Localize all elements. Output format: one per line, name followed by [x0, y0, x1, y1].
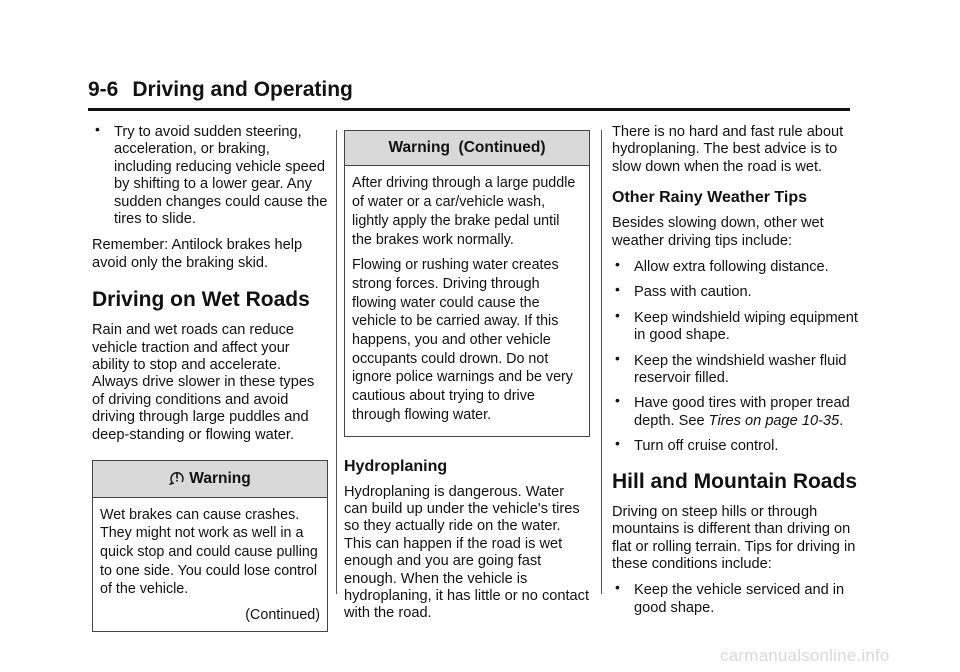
- bullet-icon: •: [95, 121, 100, 137]
- bullet-icon: •: [615, 392, 620, 409]
- bullet-icon: •: [615, 349, 620, 366]
- list-item: • Turn off cruise control.: [615, 435, 779, 455]
- section-title: Driving and Operating: [132, 78, 353, 101]
- section-heading: Hydroplaning: [344, 457, 448, 475]
- warning-title: Warning: [189, 470, 251, 488]
- page-header: [88, 78, 850, 111]
- section-number: 9-6: [88, 78, 119, 101]
- section-heading: Hill and Mountain Roads: [612, 469, 857, 493]
- header-text: [88, 78, 353, 102]
- bullet-icon: •: [615, 256, 620, 273]
- column-divider: [336, 130, 337, 594]
- bullet-list: [92, 121, 328, 228]
- paragraph: Driving on steep hills or through mountains is different than driving on flat or rolling terrain. Tips for driving in these conditions include:: [612, 503, 856, 572]
- list-item: • Keep windshield wiping equipment in good shape.: [615, 306, 858, 344]
- warning-symbol-icon: [169, 469, 185, 485]
- cross-reference-link[interactable]: Tires on page 10-35: [708, 412, 840, 429]
- list-item: • Try to avoid sudden steering, acceleration, or braking, including reducing vehicle speed by shifting to a lower gear. Any sudden changes could cause the tires to slide.: [95, 121, 328, 228]
- watermark: carmanualsonline.info: [720, 646, 890, 665]
- column-3: [612, 124, 858, 626]
- list-item: • Allow extra following distance.: [615, 256, 829, 276]
- paragraph: Remember: Antilock brakes help avoid only the braking skid.: [92, 237, 303, 271]
- list-item: • Keep the windshield washer fluid reservoir filled.: [615, 349, 847, 387]
- column-divider: [601, 130, 602, 594]
- tips-list: [612, 256, 858, 456]
- bullet-icon: •: [615, 579, 620, 596]
- column-1: [92, 121, 328, 642]
- bullet-icon: •: [615, 306, 620, 323]
- paragraph: Rain and wet roads can reduce vehicle traction and affect your ability to stop and accelerate. Always drive slower in these types of driving conditions and avoid driving through large puddles and deep-standing or flowing water.: [92, 322, 315, 443]
- warning-body: [93, 498, 327, 631]
- list-item: • Pass with caution.: [615, 281, 752, 301]
- paragraph: Besides slowing down, other wet weather driving tips include:: [612, 215, 824, 249]
- list-item: • Keep the vehicle serviced and in good shape.: [615, 579, 845, 616]
- warning-header: Warning (Continued): [345, 131, 589, 166]
- bullet-icon: •: [615, 281, 620, 298]
- continued-label: (Continued): [245, 607, 320, 624]
- warning-text: Wet brakes can cause crashes. They might not work as well in a quick stop and could cause pulling to one side. You could lose control of the vehicle.: [100, 506, 318, 598]
- list-item: • Have good tires with proper tread depth. See Tires on page 10-35.: [615, 392, 850, 429]
- warning-box-continued: [344, 130, 590, 437]
- paragraph: Hydroplaning is dangerous. Water can build up under the vehicle's tires so they actually ride on the water. This can happen if the road is wet enough and you are going fast enough. When the vehicle is hydroplaning, it has little or no contact with the road.: [344, 483, 589, 622]
- warning-header: [93, 461, 327, 497]
- hill-tips-list: [612, 579, 858, 617]
- section-heading: Driving on Wet Roads: [92, 288, 310, 312]
- warning-text: Flowing or rushing water creates strong forces. Driving through flowing water could cause the vehicle to be carried away. If this happens, you and other vehicle occupants could drown. Do not ignore police warnings and be very cautious about trying to drive through flowing water.: [352, 257, 573, 423]
- warning-body: [345, 166, 589, 435]
- bullet-icon: •: [615, 435, 620, 452]
- column-2: [344, 124, 590, 632]
- subsection-heading: Other Rainy Weather Tips: [612, 189, 808, 207]
- warning-box: [92, 460, 328, 632]
- paragraph: There is no hard and fast rule about hydroplaning. The best advice is to slow down when the road is wet.: [612, 124, 844, 175]
- warning-text: After driving through a large puddle of water or a car/vehicle wash, lightly apply the brake pedal until the brakes work normally.: [352, 175, 576, 248]
